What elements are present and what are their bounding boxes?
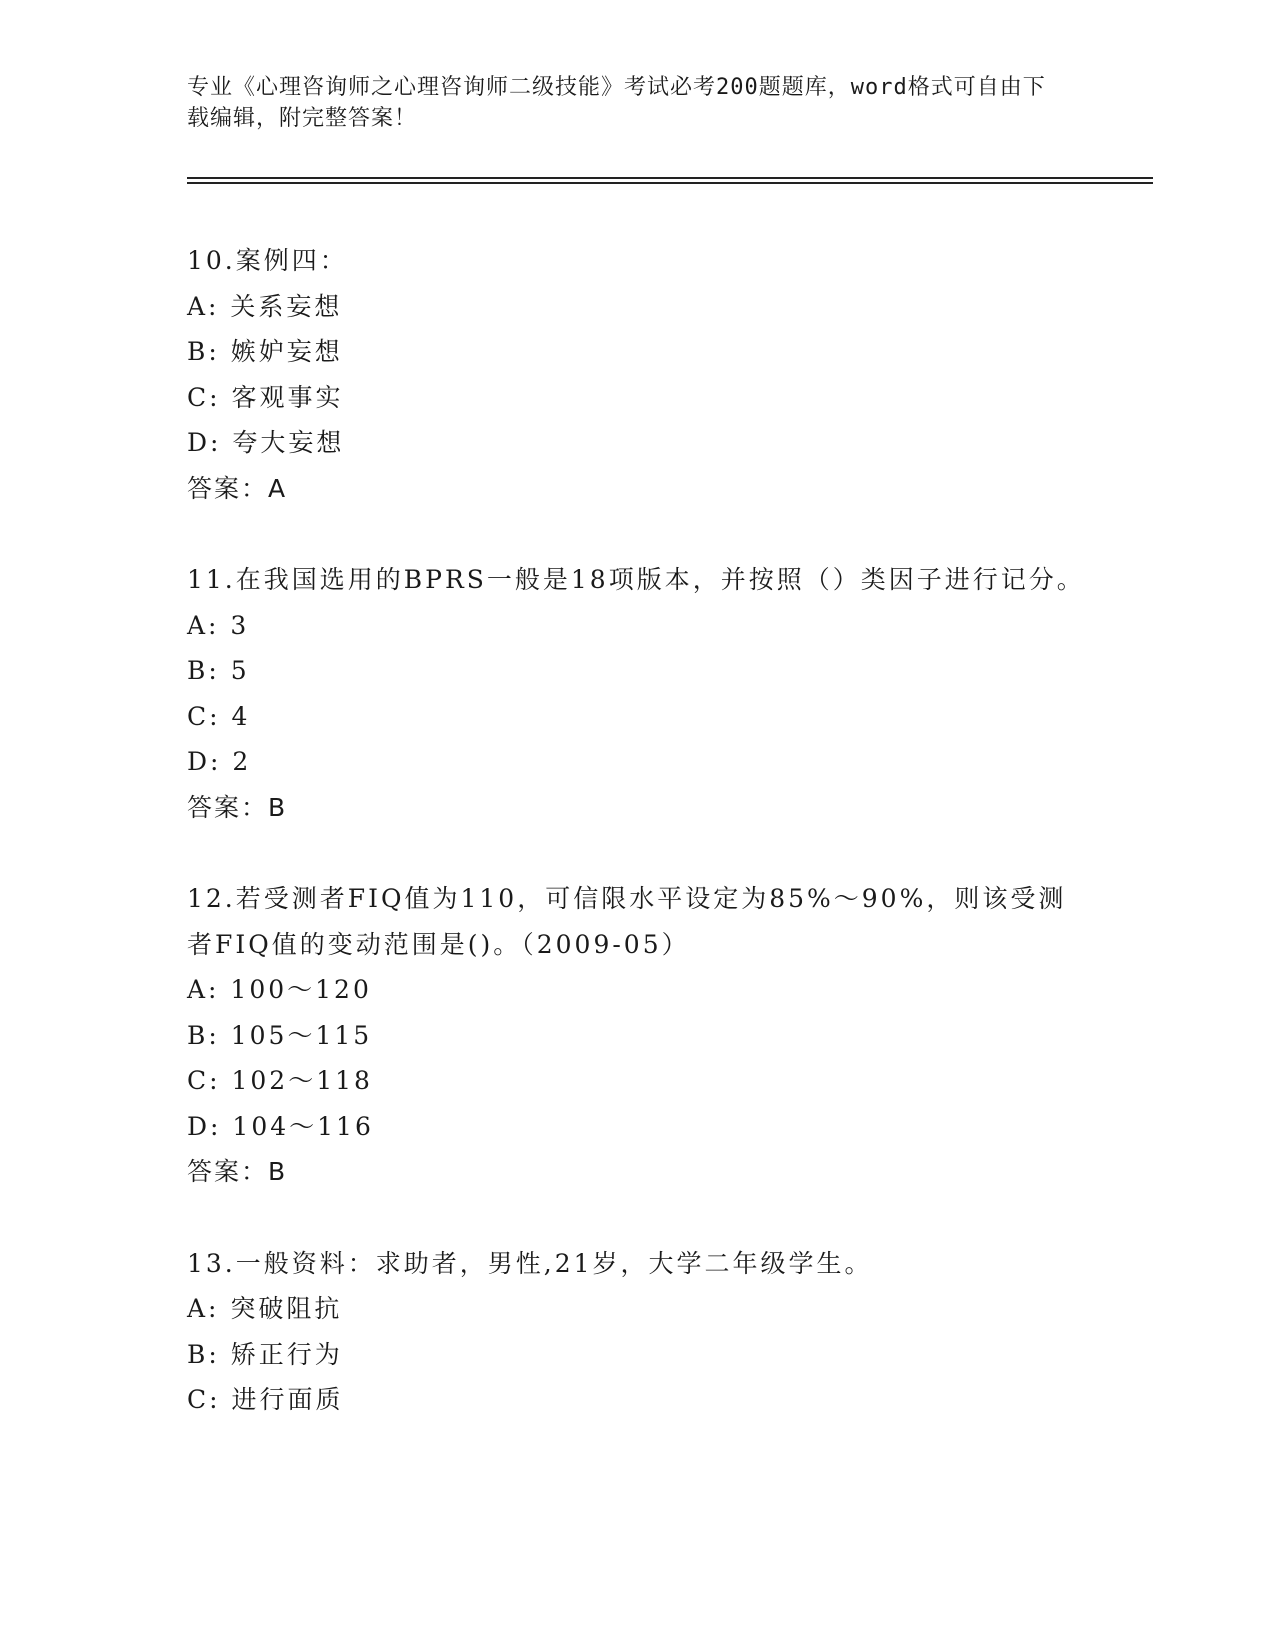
- question-12: [187, 876, 1087, 1195]
- question-13: [187, 1241, 1087, 1423]
- option-c: C: 102～118: [187, 1066, 373, 1095]
- answer-label: 答案：B: [187, 792, 288, 822]
- question-stem: 10.案例四：: [187, 246, 348, 275]
- header-divider-top: [187, 177, 1153, 179]
- question-stem: 13.一般资料：求助者，男性,21岁，大学二年级学生。: [187, 1248, 873, 1278]
- document-header: [187, 72, 1067, 134]
- option-d: D: 104～116: [187, 1111, 374, 1141]
- option-a: A: 突破阻抗: [187, 1294, 343, 1323]
- answer-label: 答案：B: [187, 1157, 288, 1186]
- option-b: B: 嫉妒妄想: [187, 337, 343, 366]
- question-stem: 12.若受测者FIQ值为110，可信限水平设定为85%～90%，则该受测者FIQ值的变动范围是()。（2009-05）: [187, 884, 1067, 959]
- question-stem: 11.在我国选用的BPRS一般是18项版本，并按照（）类因子进行记分。: [187, 565, 1085, 594]
- option-d: D: 2: [187, 747, 252, 776]
- header-title: 专业《心理咨询师之心理咨询师二级技能》考试必考200题题库，word格式可自由下载编辑，附完整答案！: [187, 75, 1046, 131]
- question-10: [187, 238, 1087, 511]
- option-a: A: 3: [187, 610, 250, 640]
- option-c: C: 4: [187, 701, 251, 731]
- question-list: [187, 238, 1087, 1469]
- question-11: [187, 557, 1087, 830]
- option-a: A: 关系妄想: [187, 291, 343, 321]
- option-a: A: 100～120: [187, 975, 372, 1004]
- option-c: C: 进行面质: [187, 1385, 344, 1414]
- option-b: B: 105～115: [187, 1020, 373, 1050]
- option-b: B: 5: [187, 656, 250, 685]
- option-c: C: 客观事实: [187, 382, 344, 412]
- header-divider-bottom: [187, 182, 1153, 184]
- option-d: D: 夸大妄想: [187, 428, 345, 457]
- answer-label: 答案：A: [187, 473, 288, 503]
- option-b: B: 矫正行为: [187, 1339, 343, 1369]
